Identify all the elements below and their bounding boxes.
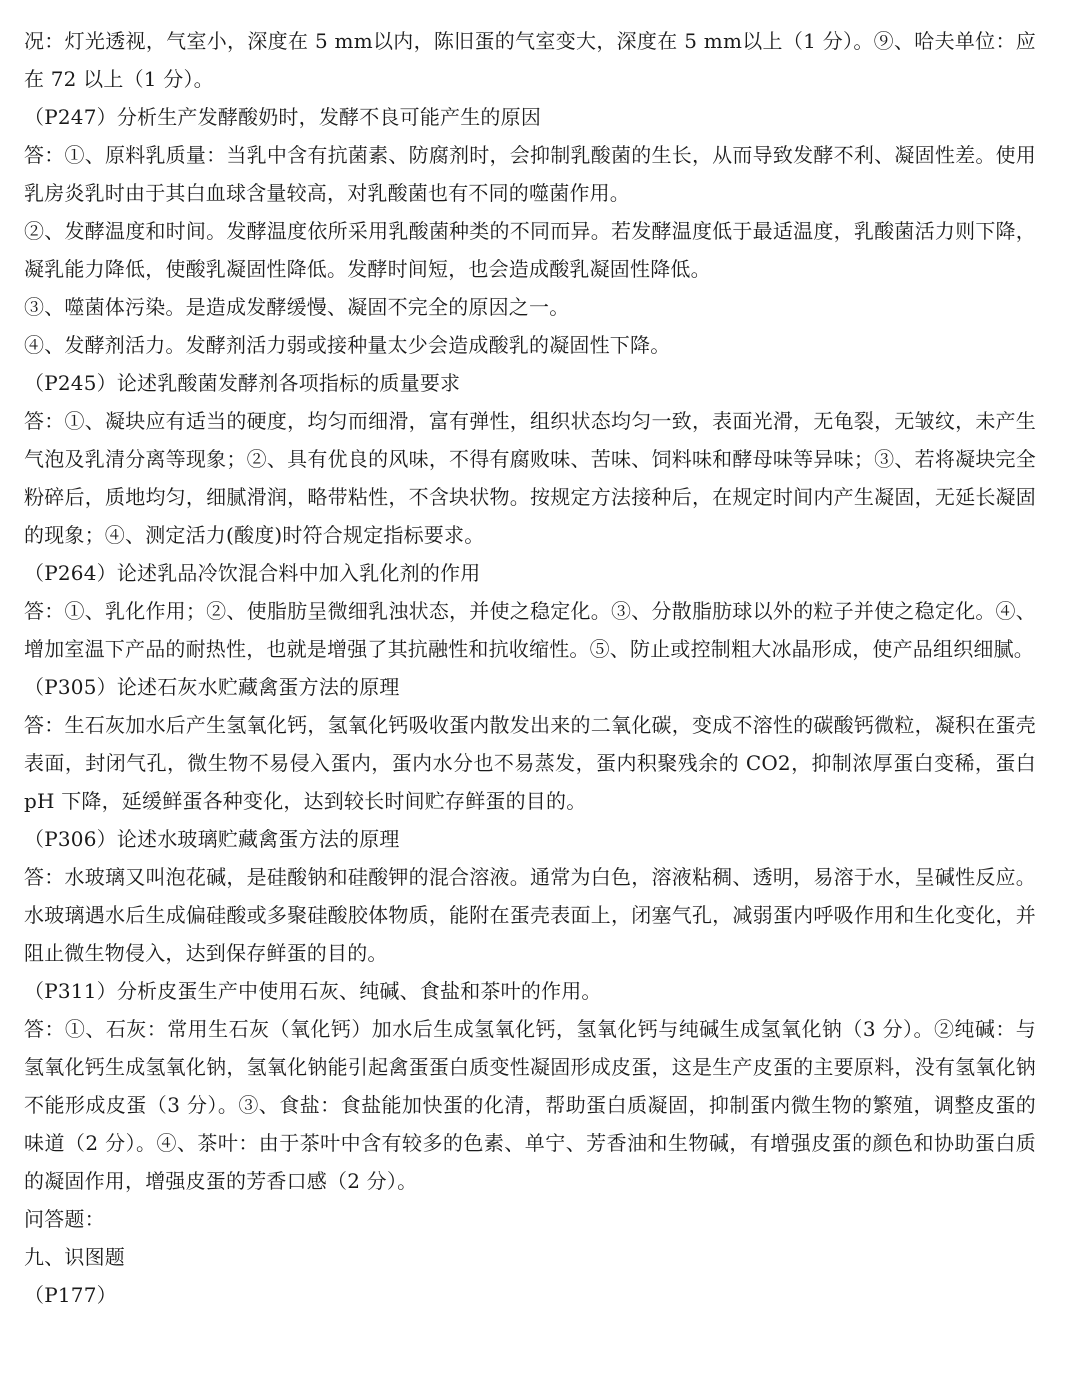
paragraph-egg-air-cell: 况：灯光透视，气室小，深度在 5 mm以内，陈旧蛋的气室变大，深度在 5 mm以上（1 分）。⑨、哈夫单位：应在 72 以上（1 分）。 xyxy=(24,29,1036,91)
answer-p247-item-4: ④、发酵剂活力。发酵剂活力弱或接种量太少会造成酸乳的凝固性下降。 xyxy=(24,333,671,357)
answer-p264: 答：①、乳化作用；②、使脂肪呈微细乳浊状态，并使之稳定化。③、分散脂肪球以外的粒子并使之稳定化。④、增加室温下产品的耐热性，也就是增强了其抗融性和抗收缩性。⑤、防止或控制粗大冰晶形成，使产品组织细腻。 xyxy=(24,599,1036,661)
section-heading-figure-recognition: 九、识图题 xyxy=(24,1245,125,1269)
answer-p311: 答：①、石灰：常用生石灰（氧化钙）加水后生成氢氧化钙，氢氧化钙与纯碱生成氢氧化钠（3 分）。②纯碱：与氢氧化钙生成氢氧化钠，氢氧化钠能引起禽蛋蛋白质变性凝固形成皮蛋，这是生产皮蛋的主要原料，没有氢氧化钠不能形成皮蛋（3 分）。③、食盐：食盐能加快蛋的化清，帮助蛋白质凝固，抑制蛋内微生物的繁殖，调整皮蛋的味道（2 分）。④、茶叶：由于茶叶中含有较多的色素、单宁、芳香油和生物碱，有增强皮蛋的颜色和协助蛋白质的凝固作用，增强皮蛋的芳香口感（2 分）。 xyxy=(24,1017,1036,1193)
document-page xyxy=(24,22,1036,1314)
answer-p247-item-1: 答：①、原料乳质量：当乳中含有抗菌素、防腐剂时，会抑制乳酸菌的生长，从而导致发酵不利、凝固性差。使用乳房炎乳时由于其白血球含量较高，对乳酸菌也有不同的噬菌作用。 xyxy=(24,143,1036,205)
answer-p245: 答：①、凝块应有适当的硬度，均匀而细滑，富有弹性，组织状态均匀一致，表面光滑，无龟裂，无皱纹，未产生气泡及乳清分离等现象；②、具有优良的风味，不得有腐败味、苦味、饲料味和酵母味等异味；③、若将凝块完全粉碎后，质地均匀，细腻滑润，略带粘性，不含块状物。按规定方法接种后，在规定时间内产生凝固，无延长凝固的现象；④、测定活力(酸度)时符合规定指标要求。 xyxy=(24,409,1036,547)
question-heading-p264: （P264）论述乳品冷饮混合料中加入乳化剂的作用 xyxy=(24,561,481,585)
question-heading-p177: （P177） xyxy=(24,1283,117,1307)
section-label-qa: 问答题： xyxy=(24,1207,105,1231)
question-heading-p305: （P305）论述石灰水贮藏禽蛋方法的原理 xyxy=(24,675,400,699)
question-heading-p311: （P311）分析皮蛋生产中使用石灰、纯碱、食盐和茶叶的作用。 xyxy=(24,979,602,1003)
answer-p306: 答：水玻璃又叫泡花碱，是硅酸钠和硅酸钾的混合溶液。通常为白色，溶液粘稠、透明，易溶于水，呈碱性反应。水玻璃遇水后生成偏硅酸或多聚硅酸胶体物质，能附在蛋壳表面上，闭塞气孔，减弱蛋内呼吸作用和生化变化，并阻止微生物侵入，达到保存鲜蛋的目的。 xyxy=(24,865,1036,965)
answer-p247-item-3: ③、噬菌体污染。是造成发酵缓慢、凝固不完全的原因之一。 xyxy=(24,295,570,319)
question-heading-p247: （P247）分析生产发酵酸奶时，发酵不良可能产生的原因 xyxy=(24,105,542,129)
answer-p305: 答：生石灰加水后产生氢氧化钙，氢氧化钙吸收蛋内散发出来的二氧化碳，变成不溶性的碳酸钙微粒，凝积在蛋壳表面，封闭气孔，微生物不易侵入蛋内，蛋内水分也不易蒸发，蛋内积聚残余的 CO2，抑制浓厚蛋白变稀，蛋白 pH 下降，延缓鲜蛋各种变化，达到较长时间贮存鲜蛋的目的。 xyxy=(24,713,1036,813)
question-heading-p245: （P245）论述乳酸菌发酵剂各项指标的质量要求 xyxy=(24,371,461,395)
question-heading-p306: （P306）论述水玻璃贮藏禽蛋方法的原理 xyxy=(24,827,400,851)
answer-p247-item-2: ②、发酵温度和时间。发酵温度依所采用乳酸菌种类的不同而异。若发酵温度低于最适温度，乳酸菌活力则下降，凝乳能力降低，使酸乳凝固性降低。发酵时间短，也会造成酸乳凝固性降低。 xyxy=(24,219,1036,281)
